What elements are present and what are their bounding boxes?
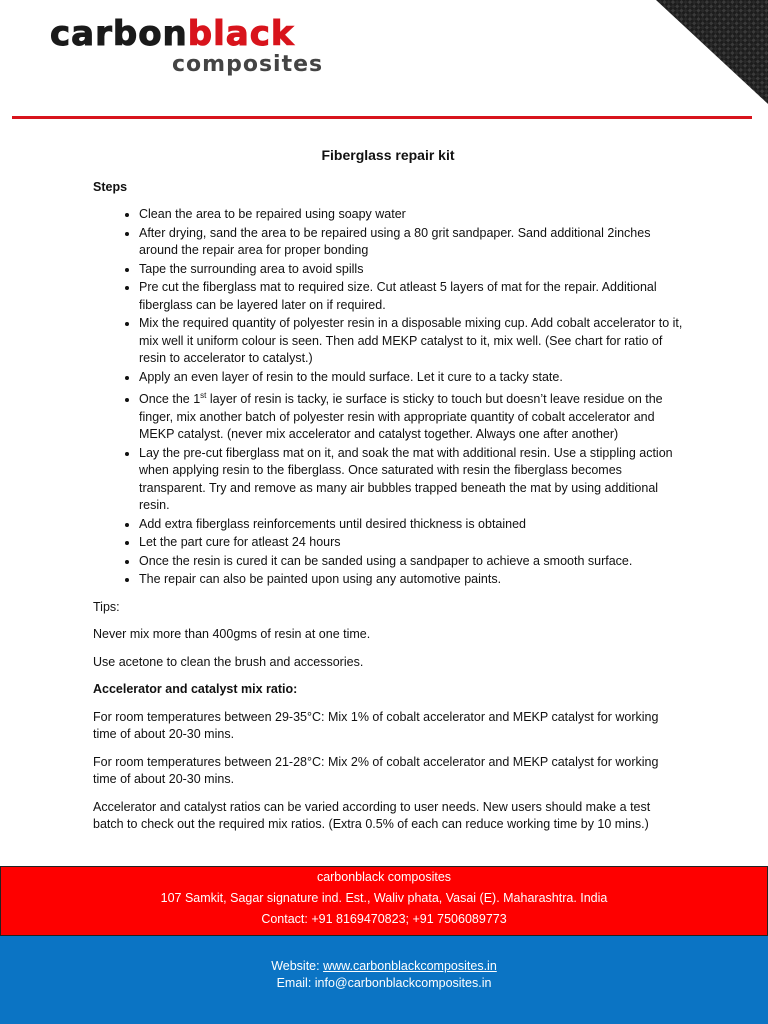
document-body bbox=[93, 140, 683, 844]
step-superscript: st bbox=[200, 391, 207, 400]
footer-address: 107 Samkit, Sagar signature ind. Est., Waliv phata, Vasai (E). Maharashtra. India bbox=[160, 891, 608, 905]
tips-label: Tips bbox=[93, 599, 117, 614]
step-item bbox=[139, 387, 683, 444]
ratio-heading: Accelerator and catalyst mix ratio: bbox=[93, 682, 298, 697]
footer-phone: Contact: +91 8169470823; +91 7506089773 bbox=[261, 912, 507, 926]
footer-email: Email: info@carbonblackcomposites.in bbox=[276, 976, 492, 990]
logo-wordmark bbox=[50, 14, 294, 54]
tips-colon: : bbox=[116, 599, 120, 614]
step-item: • Pre cut the fiberglass mat to required size. Cut atleast 5 layers of mat for the repair. Additional fiberglass can be layered later on if required. bbox=[139, 279, 683, 314]
website-link[interactable]: www.carbonblackcomposites.in bbox=[323, 959, 497, 973]
step-item: • After drying, sand the area to be repaired using a 80 grit sandpaper. Sand additional 2inches around the repair area for proper bonding bbox=[139, 225, 683, 260]
steps-list bbox=[93, 206, 683, 589]
step-item: • Let the part cure for atleast 24 hours bbox=[139, 534, 683, 552]
page-header bbox=[0, 0, 768, 120]
logo-text-black: black bbox=[187, 14, 295, 54]
footer-website bbox=[0, 958, 768, 975]
footer-contact-band bbox=[0, 866, 768, 936]
logo-text-carbon: carbon bbox=[50, 14, 188, 54]
step-text-after: layer of resin is tacky, ie surface is sticky to touch but doesn’t leave residue on the finger, mix another batch of polyester resin with appropriate quantity of cobalt accelerator and MEKP catalyst. (never mix accelerator and catalyst together. Always one after another) bbox=[139, 392, 663, 442]
step-item: • Once the resin is cured it can be sanded using a sandpaper to achieve a smooth surface. bbox=[139, 553, 683, 571]
step-item: • Apply an even layer of resin to the mould surface. Let it cure to a tacky state. bbox=[139, 369, 683, 387]
header-divider-line bbox=[12, 116, 752, 119]
ratio-paragraph: For room temperatures between 29-35°C: Mix 1% of cobalt accelerator and MEKP catalyst for working time of about 20-30 mins. bbox=[93, 709, 659, 742]
document-title: Fiberglass repair kit bbox=[321, 147, 455, 163]
company-logo bbox=[50, 14, 324, 77]
step-item: • Tape the surrounding area to avoid spills bbox=[139, 261, 683, 279]
ratio-paragraph: For room temperatures between 21-28°C: Mix 2% of cobalt accelerator and MEKP catalyst for working time of about 20-30 mins. bbox=[93, 754, 659, 787]
tip-paragraph: Use acetone to clean the brush and accessories. bbox=[93, 654, 364, 669]
website-label: Website: bbox=[271, 959, 324, 973]
carbon-weave-corner-graphic bbox=[656, 0, 768, 104]
step-item: • Add extra fiberglass reinforcements until desired thickness is obtained bbox=[139, 516, 683, 534]
tips-heading bbox=[93, 599, 683, 617]
steps-heading: Steps bbox=[93, 179, 128, 194]
step-item: • Lay the pre-cut fiberglass mat on it, and soak the mat with additional resin. Use a stippling action when applying resin to the fiberglass. Once saturated with resin the fiberglass becomes transparent. Try and remove as many air bubbles trapped beneath the mat by using additional resin. bbox=[139, 445, 683, 515]
step-item: • Mix the required quantity of polyester resin in a disposable mixing cup. Add cobalt accelerator to it, mix well it uniform colour is seen. Then add MEKP catalyst to it, mix well. (See chart for ratio of resin to accelerator to catalyst.) bbox=[139, 315, 683, 368]
footer-web-band bbox=[0, 936, 768, 1024]
step-item: • Clean the area to be repaired using soapy water bbox=[139, 206, 683, 224]
tip-paragraph: Never mix more than 400gms of resin at one time. bbox=[93, 627, 371, 642]
footer-company-name: carbonblack composites bbox=[316, 870, 452, 884]
step-item: • The repair can also be painted upon using any automotive paints. bbox=[139, 571, 683, 589]
logo-text-composites: composites bbox=[172, 52, 324, 77]
step-text-before: Once the 1 bbox=[139, 392, 201, 407]
ratio-paragraph: Accelerator and catalyst ratios can be varied according to user needs. New users should make a test batch to check out the required mix ratios. (Extra 0.5% of each can reduce working time by 10 mins.) bbox=[93, 799, 651, 832]
